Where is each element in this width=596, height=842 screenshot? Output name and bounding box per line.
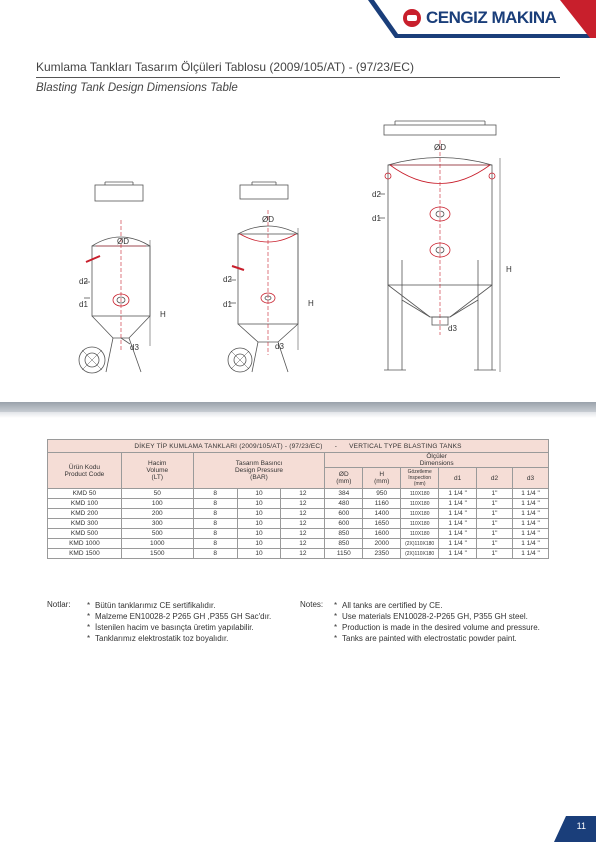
cell-d2: 1" [477, 499, 513, 509]
cell-d2: 1" [477, 549, 513, 559]
cell-pressure-1: 8 [193, 529, 237, 539]
cell-d3: 1 1/4 " [512, 549, 548, 559]
header-product-code: Ürün Kodu Product Code [48, 453, 122, 489]
header-pressure: Tasarım Basıncı Design Pressure (BAR) [193, 453, 325, 489]
cell-d1: 1 1/4 " [439, 489, 477, 499]
table-title-tr: DİKEY TİP KUMLAMA TANKLARI (2009/105/AT) - (97/23/EC) [134, 442, 323, 450]
cell-inspection: 110X180 [401, 509, 439, 519]
cell-od: 1150 [325, 549, 363, 559]
cell-pressure-3: 12 [281, 519, 325, 529]
cell-code: KMD 300 [48, 519, 122, 529]
label-d3-medium: d3 [275, 342, 284, 351]
cell-od: 600 [325, 509, 363, 519]
cell-h: 1160 [363, 499, 401, 509]
label-d2-small: d2 [79, 277, 88, 286]
section-band-shadow [0, 412, 596, 418]
notes-tr-label: Notlar: [47, 600, 71, 609]
cell-code: KMD 1500 [48, 549, 122, 559]
cell-code: KMD 1000 [48, 539, 122, 549]
note-en-item: * All tanks are certified by CE. [334, 601, 443, 610]
table-title-sep: - [334, 442, 338, 450]
header-inspection: Gözetleme Inspection (mm) [401, 468, 439, 489]
cell-inspection: 110X180 [401, 519, 439, 529]
cell-pressure-2: 10 [237, 509, 281, 519]
label-height-medium: H [308, 299, 314, 308]
table-row [48, 489, 549, 499]
cell-d2: 1" [477, 529, 513, 539]
cell-pressure-1: 8 [193, 549, 237, 559]
cell-pressure-3: 12 [281, 549, 325, 559]
cell-pressure-3: 12 [281, 489, 325, 499]
label-d1-medium: d1 [223, 300, 232, 309]
cell-d2: 1" [477, 489, 513, 499]
note-en-item: * Use materials EN10028-2-P265 GH, P355 GH steel. [334, 612, 528, 621]
cell-d1: 1 1/4 " [439, 529, 477, 539]
cell-h: 950 [363, 489, 401, 499]
cell-d1: 1 1/4 " [439, 549, 477, 559]
dimensions-table [47, 439, 549, 559]
cell-pressure-1: 8 [193, 519, 237, 529]
cell-od: 600 [325, 519, 363, 529]
cell-d1: 1 1/4 " [439, 499, 477, 509]
header-d2: d2 [477, 468, 513, 489]
section-band [0, 402, 596, 412]
label-diameter-large: ØD [434, 143, 446, 152]
table-row [48, 529, 549, 539]
cell-d3: 1 1/4 " [512, 499, 548, 509]
cell-inspection: 110X180 [401, 499, 439, 509]
title-divider [36, 77, 560, 78]
cell-volume: 500 [121, 529, 193, 539]
label-d1-small: d1 [79, 300, 88, 309]
cell-d3: 1 1/4 " [512, 539, 548, 549]
cell-d3: 1 1/4 " [512, 509, 548, 519]
cell-pressure-2: 10 [237, 539, 281, 549]
cell-code: KMD 100 [48, 499, 122, 509]
label-d2-large: d2 [372, 190, 381, 199]
page-subtitle: Blasting Tank Design Dimensions Table [36, 82, 238, 94]
footer-tab [554, 816, 596, 842]
header-h: H (mm) [363, 468, 401, 489]
cell-volume: 300 [121, 519, 193, 529]
cell-volume: 100 [121, 499, 193, 509]
table-row [48, 519, 549, 529]
page-title: Kumlama Tankları Tasarım Ölçüleri Tablosu (2009/105/AT) - (97/23/EC) [36, 60, 414, 74]
cell-pressure-1: 8 [193, 489, 237, 499]
table-row [48, 539, 549, 549]
cell-d3: 1 1/4 " [512, 489, 548, 499]
cell-h: 1400 [363, 509, 401, 519]
cell-pressure-1: 8 [193, 509, 237, 519]
label-diameter-small: ØD [117, 237, 129, 246]
note-tr-item: * Tanklarımız elektrostatik toz boyalıdır. [87, 634, 229, 643]
cell-pressure-1: 8 [193, 499, 237, 509]
cell-inspection: (2X)110X180 [401, 539, 439, 549]
cell-pressure-2: 10 [237, 519, 281, 529]
note-tr-item: * Malzeme EN10028-2 P265 GH ,P355 GH Sac'dır. [87, 612, 272, 621]
brand-mark-icon [403, 9, 421, 27]
brand-logo [403, 4, 583, 32]
cell-volume: 50 [121, 489, 193, 499]
cell-pressure-3: 12 [281, 539, 325, 549]
cell-inspection: 110X180 [401, 489, 439, 499]
drawing-small-tank [79, 182, 150, 373]
cell-od: 850 [325, 539, 363, 549]
cell-pressure-2: 10 [237, 499, 281, 509]
cell-h: 2350 [363, 549, 401, 559]
cell-pressure-1: 8 [193, 539, 237, 549]
cell-pressure-2: 10 [237, 549, 281, 559]
label-height-large: H [506, 265, 512, 274]
cell-h: 1600 [363, 529, 401, 539]
label-diameter-medium: ØD [262, 215, 274, 224]
label-d3-small: d3 [130, 343, 139, 352]
notes-en-label: Notes: [300, 600, 324, 609]
table-title-en: VERTICAL TYPE BLASTING TANKS [349, 442, 462, 450]
cell-pressure-3: 12 [281, 529, 325, 539]
tank-drawings [0, 110, 596, 400]
page-number: 11 [576, 821, 586, 831]
table-row [48, 549, 549, 559]
header-dimensions: Ölçüler Dimensions [325, 453, 549, 468]
cell-h: 2000 [363, 539, 401, 549]
note-en-item: * Production is made in the desired volume and pressure. [334, 623, 540, 632]
cell-d1: 1 1/4 " [439, 509, 477, 519]
cell-volume: 200 [121, 509, 193, 519]
drawing-medium-tank [228, 182, 298, 372]
cell-volume: 1000 [121, 539, 193, 549]
note-en-item: * Tanks are painted with electrostatic powder paint. [334, 634, 517, 643]
label-d2-medium: d2 [223, 275, 232, 284]
cell-volume: 1500 [121, 549, 193, 559]
cell-d1: 1 1/4 " [439, 539, 477, 549]
brand-name: CENGIZ MAKINA [426, 8, 557, 27]
table-title-row [48, 440, 549, 453]
cell-d3: 1 1/4 " [512, 519, 548, 529]
label-d1-large: d1 [372, 214, 381, 223]
table-row [48, 509, 549, 519]
cell-pressure-3: 12 [281, 499, 325, 509]
cell-code: KMD 50 [48, 489, 122, 499]
cell-d3: 1 1/4 " [512, 529, 548, 539]
cell-pressure-3: 12 [281, 509, 325, 519]
cell-code: KMD 500 [48, 529, 122, 539]
cell-d2: 1" [477, 539, 513, 549]
cell-inspection: 110X180 [401, 529, 439, 539]
cell-d2: 1" [477, 509, 513, 519]
table-row [48, 499, 549, 509]
cell-d2: 1" [477, 519, 513, 529]
note-tr-item: * İstenilen hacim ve basınçta üretim yapılabilir. [87, 623, 254, 632]
cell-od: 850 [325, 529, 363, 539]
cell-od: 384 [325, 489, 363, 499]
cell-od: 480 [325, 499, 363, 509]
note-tr-item: * Bütün tanklarımız CE sertifikalıdır. [87, 601, 216, 610]
cell-d1: 1 1/4 " [439, 519, 477, 529]
cell-pressure-2: 10 [237, 529, 281, 539]
cell-h: 1650 [363, 519, 401, 529]
drawing-large-tank [379, 121, 500, 372]
header-od: ØD (mm) [325, 468, 363, 489]
header-d1: d1 [439, 468, 477, 489]
table-header-row [48, 453, 549, 468]
label-d3-large: d3 [448, 324, 457, 333]
cell-inspection: (2X)110X180 [401, 549, 439, 559]
label-height-small: H [160, 310, 166, 319]
header-volume: Hacim Volume (LT) [121, 453, 193, 489]
cell-pressure-2: 10 [237, 489, 281, 499]
header-d3: d3 [512, 468, 548, 489]
cell-code: KMD 200 [48, 509, 122, 519]
